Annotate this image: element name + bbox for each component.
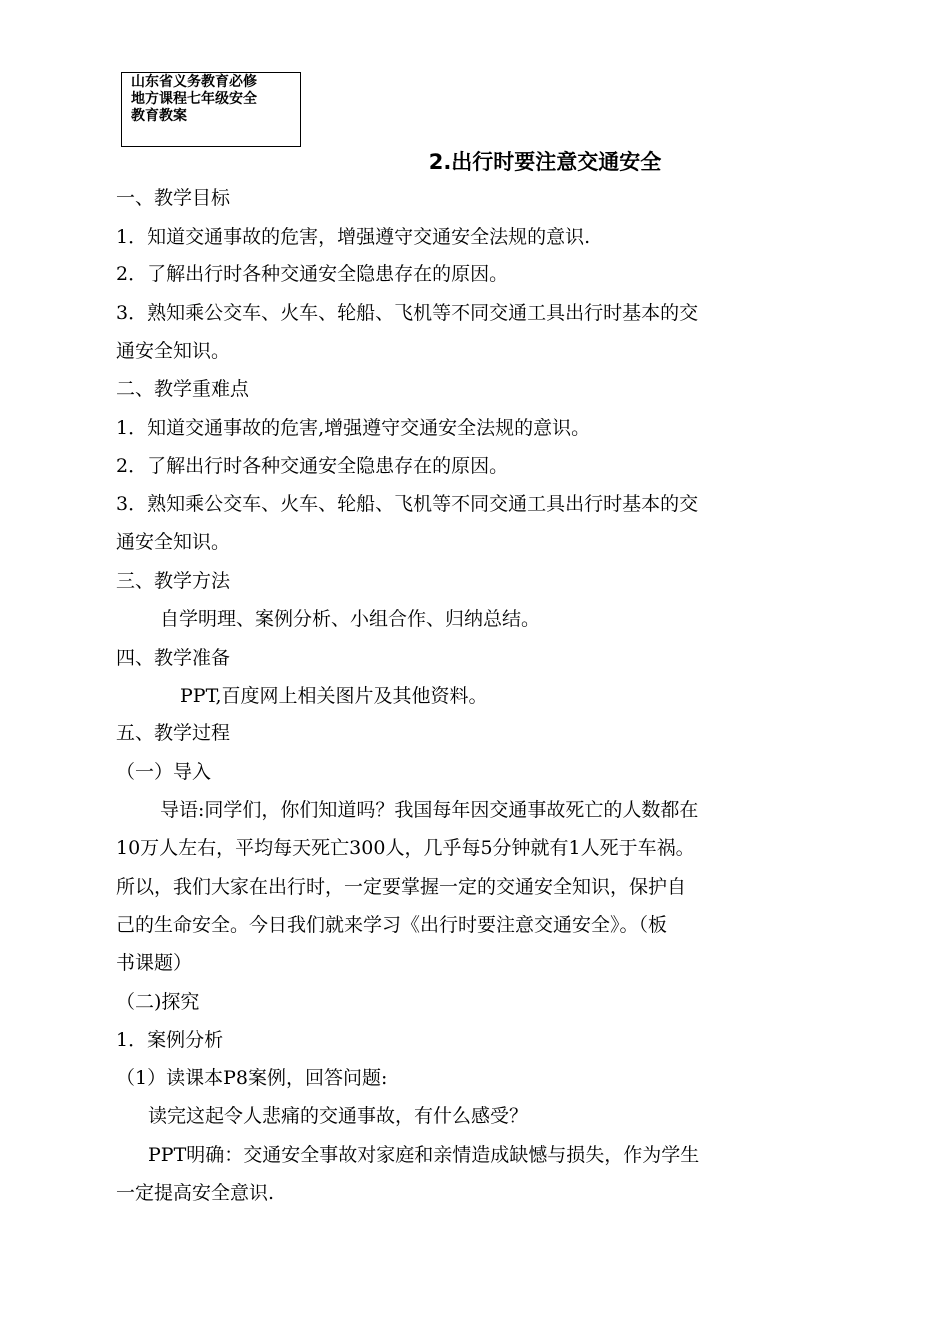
body-line: 一定提高安全意识. <box>116 1182 275 1204</box>
body-line: 10万人左右，平均每天死亡300人，几乎每5分钟就有1人死于车祸。 <box>116 837 695 859</box>
subsection-heading: （一）导入 <box>116 761 212 783</box>
body-line: PPT明确：交通安全事故对家庭和亲情造成缺憾与损失，作为学生 <box>148 1144 700 1166</box>
course-header-line: 教育教案 <box>131 108 187 124</box>
section-heading: 三、教学方法 <box>116 570 231 592</box>
lesson-title: 2.出行时要注意交通安全 <box>428 150 662 174</box>
body-line: 1．案例分析 <box>116 1029 224 1051</box>
body-line: 己的生命安全。今日我们就来学习《出行时要注意交通安全》。（板 <box>116 914 668 936</box>
body-line: 书课题） <box>116 952 193 974</box>
body-line: PPT,百度网上相关图片及其他资料。 <box>180 685 488 707</box>
section-heading: 五、教学过程 <box>116 722 231 744</box>
body-line: 2．了解出行时各种交通安全隐患存在的原因。 <box>116 455 509 477</box>
body-line: 通安全知识。 <box>116 340 231 362</box>
section-heading: 四、教学准备 <box>116 647 231 669</box>
body-line: 导语:同学们，你们知道吗？我国每年因交通事故死亡的人数都在 <box>160 799 699 821</box>
body-line: 1．知道交通事故的危害，增强遵守交通安全法规的意识. <box>116 226 591 248</box>
body-line: 1．知道交通事故的危害,增强遵守交通安全法规的意识。 <box>116 417 591 439</box>
course-header-box <box>121 72 301 147</box>
body-line: 所以，我们大家在出行时，一定要掌握一定的交通安全知识，保护自 <box>116 876 687 898</box>
body-line: （1）读课本P8案例，回答问题: <box>116 1067 388 1089</box>
section-heading: 二、教学重难点 <box>116 378 250 400</box>
course-header-line: 地方课程七年级安全 <box>131 91 257 107</box>
course-header-line: 山东省义务教育必修 <box>131 74 257 90</box>
body-line: 2．了解出行时各种交通安全隐患存在的原因。 <box>116 263 509 285</box>
section-heading: 一、教学目标 <box>116 187 231 209</box>
body-line: 3．熟知乘公交车、火车、轮船、飞机等不同交通工具出行时基本的交 <box>116 302 699 324</box>
body-line: 通安全知识。 <box>116 531 231 553</box>
body-line: 3．熟知乘公交车、火车、轮船、飞机等不同交通工具出行时基本的交 <box>116 493 699 515</box>
subsection-heading: （二)探究 <box>116 991 200 1013</box>
body-line: 自学明理、案例分析、小组合作、归纳总结。 <box>160 608 541 630</box>
body-line: 读完这起令人悲痛的交通事故，有什么感受？ <box>148 1105 529 1127</box>
